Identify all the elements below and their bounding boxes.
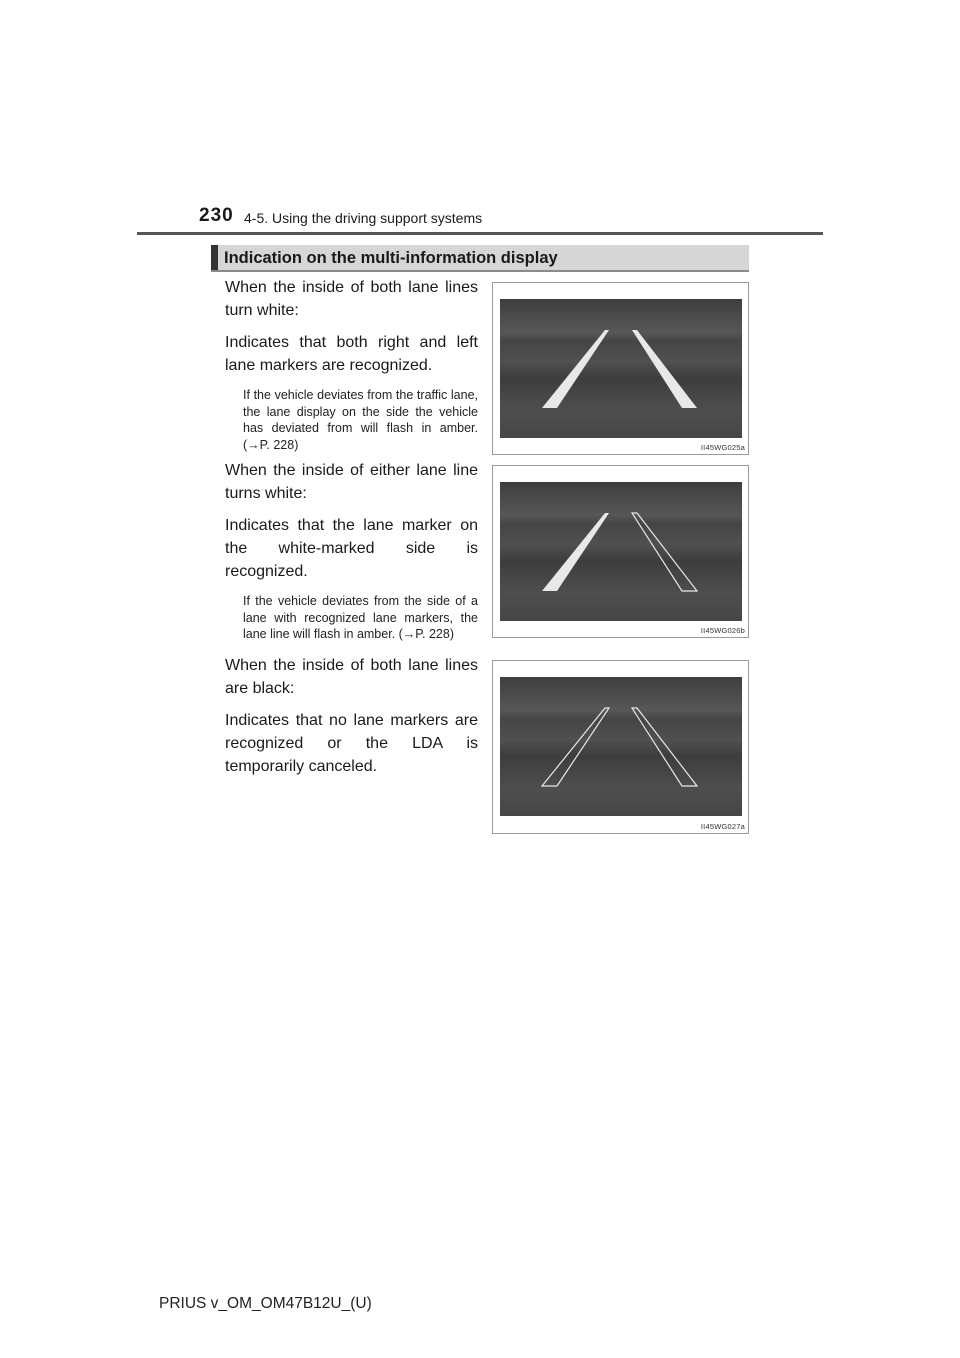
figure-no-lane-recognized	[492, 660, 749, 834]
left-lane-line-white	[542, 513, 609, 591]
footer-document-id: PRIUS v_OM_OM47B12U_(U)	[159, 1295, 372, 1312]
item-3-text	[225, 654, 478, 778]
lane-display-screen	[500, 482, 742, 621]
subheading-accent	[211, 245, 218, 270]
figure-code: II45WG025a	[700, 443, 745, 452]
figure-code: II45WG026b	[700, 626, 745, 635]
item-2-lead: When the inside of either lane line turns white:	[225, 462, 478, 502]
right-lane-line-outline	[632, 513, 697, 591]
subheading-title: Indication on the multi-information display	[224, 249, 558, 267]
item-3-lead: When the inside of both lane lines are black:	[225, 657, 478, 697]
lane-lines-illustration	[500, 482, 742, 621]
left-lane-line-outline	[542, 708, 609, 786]
lane-display-screen	[500, 299, 742, 438]
figure-both-lanes-recognized	[492, 282, 749, 455]
page-number: 230	[199, 205, 234, 226]
right-lane-line-white	[632, 330, 697, 408]
figure-code: II45WG027a	[700, 822, 745, 831]
item-1-text	[225, 276, 478, 453]
item-2-note: If the vehicle deviates from the side of a lane with recognized lane markers, the lane line will flash in amber. (→P. 228)	[243, 594, 478, 641]
item-2-description: Indicates that the lane marker on the white-marked side is recognized.	[225, 517, 478, 580]
section-title: 4-5. Using the driving support systems	[244, 210, 483, 226]
lane-lines-illustration	[500, 299, 742, 438]
item-1-description: Indicates that both right and left lane markers are recognized.	[225, 334, 478, 374]
header-rule	[137, 232, 823, 235]
item-1-note: If the vehicle deviates from the traffic lane, the lane display on the side the vehicle has deviated from will flash in amber. (→P. 228)	[243, 388, 478, 452]
item-2-text	[225, 459, 478, 643]
lane-display-screen	[500, 677, 742, 816]
left-lane-line-white	[542, 330, 609, 408]
subheading-bar	[211, 245, 749, 272]
lane-lines-illustration	[500, 677, 742, 816]
item-3-description: Indicates that no lane markers are recognized or the LDA is temporarily canceled.	[225, 712, 478, 775]
figure-one-lane-recognized	[492, 465, 749, 638]
item-1-lead: When the inside of both lane lines turn white:	[225, 279, 478, 319]
right-lane-line-outline	[632, 708, 697, 786]
